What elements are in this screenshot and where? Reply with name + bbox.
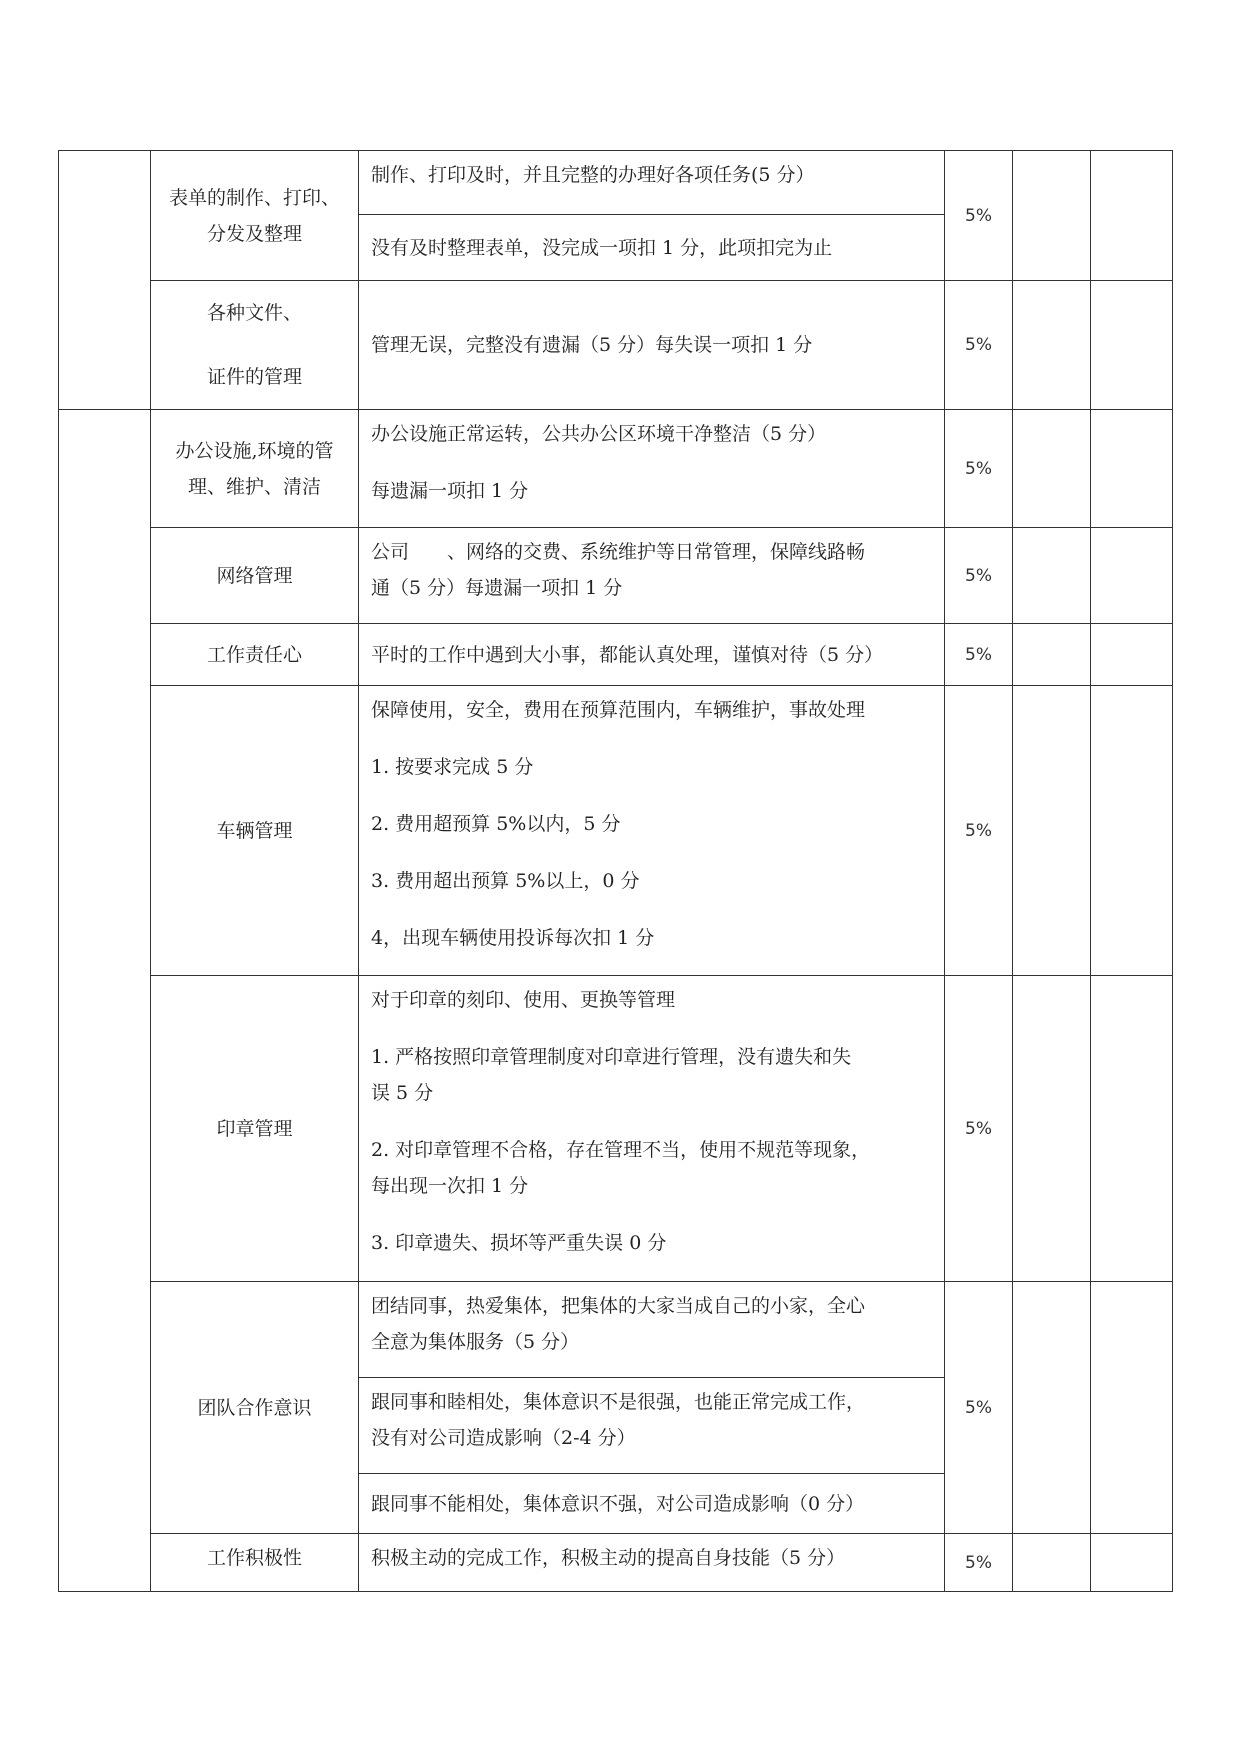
criteria-text: 每出现一次扣 1 分 [371,1175,529,1197]
criteria-cell [359,281,945,410]
criteria-cell [359,410,945,528]
remark-cell [1091,624,1173,686]
score-cell [1013,151,1091,281]
criteria-cell [359,686,945,976]
criteria-cell [359,1474,945,1534]
item-label: 印章管理 [216,1117,293,1140]
criteria-text: 对于印章的刻印、使用、更换等管理 [371,989,676,1011]
weight-cell: 5% [945,281,1013,410]
criteria-cell [359,151,945,215]
weight-cell: 5% [945,528,1013,624]
weight-cell: 5% [945,686,1013,976]
weight-cell: 5% [945,624,1013,686]
item-label: 车辆管理 [216,819,293,842]
table-row [59,151,1173,215]
item-label: 证件的管理 [206,366,302,388]
remark-cell [1091,1534,1173,1592]
table-row [59,1534,1173,1592]
remark-cell [1091,976,1173,1282]
weight-cell: 5% [945,410,1013,528]
criteria-text: 3. 印章遗失、损坏等严重失误 0 分 [371,1232,667,1254]
item-label: 各种文件、 [206,302,302,324]
weight-cell: 5% [945,1534,1013,1592]
criteria-text: 团结同事，热爱集体，把集体的大家当成自己的小家，全心 [371,1295,866,1317]
criteria-text: 1. 按要求完成 5 分 [371,756,534,778]
criteria-cell [359,1282,945,1378]
remark-cell [1091,151,1173,281]
criteria-text: 2. 费用超预算 5%以内，5 分 [371,813,621,835]
item-label: 分发及整理 [206,222,302,245]
score-cell [1013,1282,1091,1534]
criteria-text: 制作、打印及时，并且完整的办理好各项任务(5 分） [371,164,815,186]
remark-cell [1091,281,1173,410]
criteria-text: 误 5 分 [371,1082,434,1104]
table-row [59,624,1173,686]
criteria-cell [359,1378,945,1474]
table-row [59,1282,1173,1378]
item-label: 网络管理 [216,564,293,587]
criteria-text: 3. 费用超出预算 5%以上，0 分 [371,870,640,892]
criteria-text: 1. 严格按照印章管理制度对印章进行管理，没有遗失和失 [371,1046,852,1068]
weight-cell: 5% [945,151,1013,281]
criteria-text: 全意为集体服务（5 分） [371,1331,580,1353]
item-cell [151,410,359,528]
criteria-text: 跟同事不能相处，集体意识不强，对公司造成影响（0 分） [371,1492,865,1515]
criteria-cell [359,528,945,624]
criteria-text: 2. 对印章管理不合格，存在管理不当，使用不规范等现象， [371,1139,871,1161]
criteria-text: 每遗漏一项扣 1 分 [371,480,529,502]
remark-cell [1091,686,1173,976]
criteria-text: 平时的工作中遇到大小事，都能认真处理，谨慎对待（5 分） [371,643,884,666]
criteria-text: 通（5 分）每遗漏一项扣 1 分 [371,577,623,599]
category-cell-1 [59,151,151,410]
table-row [59,528,1173,624]
criteria-text: 没有及时整理表单，没完成一项扣 1 分，此项扣完为止 [371,236,833,259]
item-label: 理、维护、清洁 [187,475,321,498]
score-cell [1013,686,1091,976]
score-cell [1013,1534,1091,1592]
item-cell [151,624,359,686]
criteria-text: 保障使用，安全，费用在预算范围内，车辆维护，事故处理 [371,699,866,721]
item-label: 团队合作意识 [197,1396,312,1419]
item-cell [151,281,359,410]
criteria-cell [359,976,945,1282]
item-cell [151,528,359,624]
table-row [59,281,1173,410]
remark-cell [1091,1282,1173,1534]
score-cell [1013,281,1091,410]
criteria-cell [359,624,945,686]
item-cell [151,976,359,1282]
criteria-text: 没有对公司造成影响（2-4 分） [371,1427,636,1449]
item-cell [151,1534,359,1592]
criteria-text: 积极主动的完成工作，积极主动的提高自身技能（5 分） [371,1547,846,1569]
criteria-text: 办公设施正常运转，公共办公区环境干净整洁（5 分） [371,423,827,445]
remark-cell [1091,528,1173,624]
category-cell-2 [59,410,151,1592]
table-row [59,410,1173,528]
weight-cell: 5% [945,976,1013,1282]
assessment-table [58,150,1173,1592]
table-row [59,686,1173,976]
item-label: 办公设施,环境的管 [175,439,334,462]
criteria-text: 公司 、网络的交费、系统维护等日常管理，保障线路畅 [371,541,866,563]
score-cell [1013,410,1091,528]
score-cell [1013,976,1091,1282]
item-label: 工作责任心 [206,643,302,666]
remark-cell [1091,410,1173,528]
criteria-cell [359,1534,945,1592]
item-label: 表单的制作、打印、 [168,186,340,209]
weight-cell: 5% [945,1282,1013,1534]
item-label: 工作积极性 [206,1547,302,1569]
criteria-text: 管理无误，完整没有遗漏（5 分）每失误一项扣 1 分 [371,334,813,356]
score-cell [1013,624,1091,686]
item-cell [151,1282,359,1534]
criteria-text: 4，出现车辆使用投诉每次扣 1 分 [371,927,655,949]
criteria-text: 跟同事和睦相处，集体意识不是很强，也能正常完成工作， [371,1391,866,1413]
criteria-cell [359,215,945,281]
table-row [59,976,1173,1282]
score-cell [1013,528,1091,624]
item-cell [151,151,359,281]
item-cell [151,686,359,976]
